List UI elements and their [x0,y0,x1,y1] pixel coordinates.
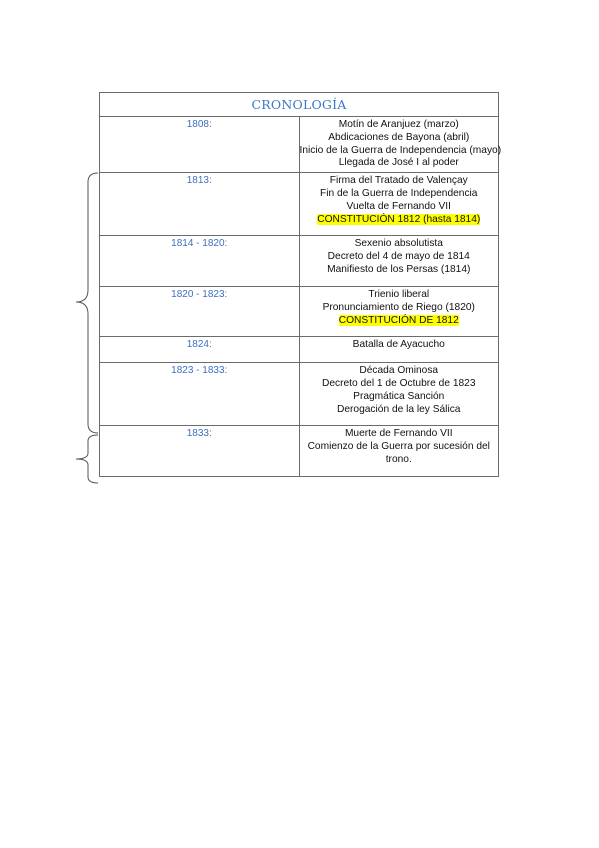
table-row [100,363,499,426]
year-cell: 1808: [100,117,300,173]
event-text: Firma del Tratado de Valençay [329,175,468,187]
events-cell [299,337,499,363]
event-text: Década Ominosa [359,365,439,377]
table-row [100,117,499,173]
event-text: Decreto del 4 de mayo de 1814 [327,250,470,262]
table-row [100,287,499,337]
event-text-line [300,315,499,328]
chronology-table [99,92,502,477]
year-cell: 1813: [100,173,300,236]
year-cell: 1814 - 1820: [100,236,300,287]
event-text: Comienzo de la Guerra por sucesión del trono. [307,440,490,465]
table-title-row [100,93,499,117]
curly-brace-large [70,172,100,434]
event-text-line [300,214,499,227]
year-cell: 1833: [100,426,300,477]
events-cell [299,426,499,477]
event-text: Abdicaciones de Bayona (abril) [328,131,470,143]
events-cell [299,117,502,173]
event-text: Muerte de Fernando VII [344,428,453,440]
curly-brace-small [70,434,100,484]
table-row [100,426,499,477]
events-cell [299,363,499,426]
event-text: Pragmática Sanción [353,390,445,402]
event-text: Derogación de la ley Sálica [337,403,461,415]
event-text: Fin de la Guerra de Independencia [320,187,478,199]
event-text: Inicio de la Guerra de Independencia (mayo) [299,144,502,156]
table-row [100,337,499,363]
event-text: Manifiesto de los Persas (1814) [327,263,471,275]
year-cell: 1824: [100,337,300,363]
year-cell: 1823 - 1833: [100,363,300,426]
highlighted-event: CONSTITUCIÓN 1812 (hasta 1814) [317,213,481,225]
events-cell [299,287,499,337]
event-text: Sexenio absolutista [354,238,443,250]
table-title: CRONOLOGÍA [100,93,499,117]
event-text: Trienio liberal [368,289,430,301]
year-cell: 1820 - 1823: [100,287,300,337]
event-text: Motín de Aranjuez (marzo) [338,119,459,130]
table-row [100,173,499,236]
event-text: Llegada de José I al poder [338,157,459,169]
events-cell [299,173,499,236]
event-text: Vuelta de Fernando VII [346,200,451,212]
table-row [100,236,499,287]
event-text: Decreto del 1 de Octubre de 1823 [322,377,476,389]
highlighted-event: CONSTITUCIÓN DE 1812 [338,314,459,326]
events-cell [299,236,499,287]
event-text: Batalla de Ayacucho [352,339,445,351]
event-text: Pronunciamiento de Riego (1820) [322,301,475,313]
